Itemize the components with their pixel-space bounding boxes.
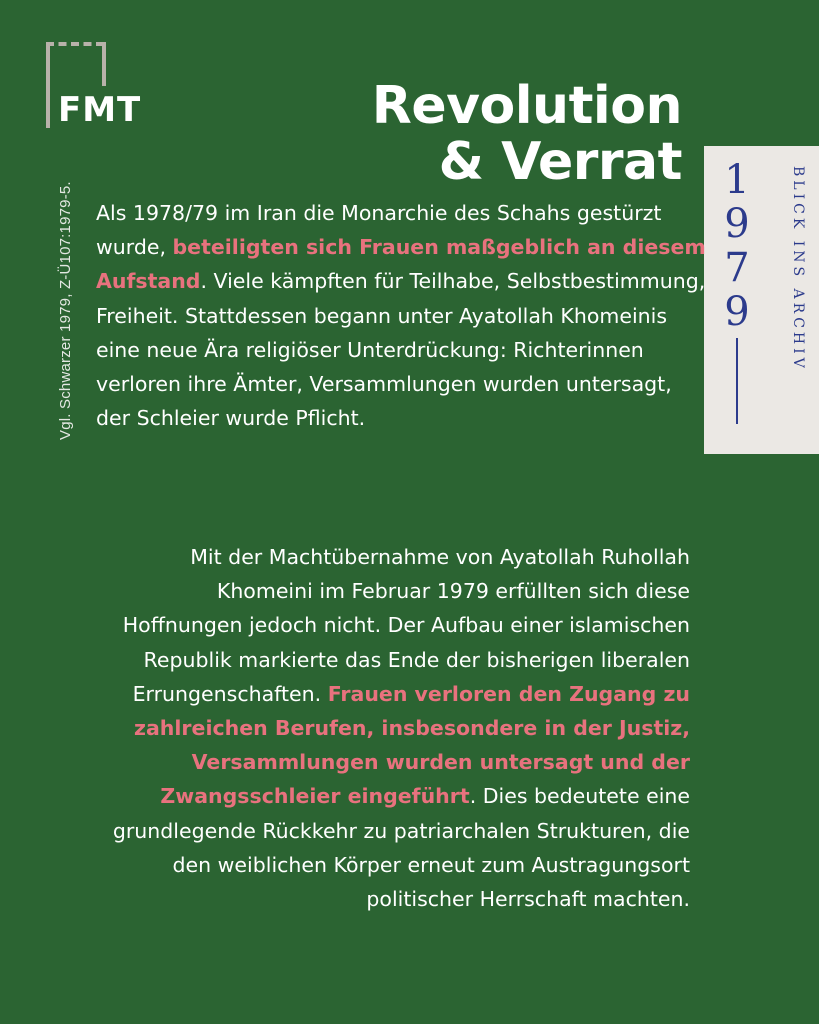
citation-note: Vgl. Schwarzer 1979, Z-Ü107:1979-5. [57,181,74,440]
paragraph-intro-highlight: beteiligten sich Frauen maßgeblich an diesem Aufstand [96,235,706,294]
archive-card [704,146,819,454]
archive-label: BLICK INS ARCHIV [790,166,806,372]
paragraph-intro [96,196,706,435]
logo-bracket-top [46,42,104,46]
year-digit: 1 [724,157,750,203]
year-divider-line [736,338,738,424]
paragraph-main-text-1: Mit der Machtübernahme von Ayatollah Ruhollah Khomeini im Februar 1979 erfüllten sich diese Hoffnungen jedoch nicht. Der Aufbau einer islamischen Republik markierte das Ende der bisherigen liberalen Errungenschaften. [122,545,690,706]
paragraph-main [110,540,690,916]
paragraph-main-highlight: Frauen verloren den Zugang zu zahlreichen Berufen, insbesondere in der Justiz, Versammlungen wurden untersagt und der Zwangsschleier eingeführt [134,681,690,809]
archive-year [722,158,752,334]
logo-text: FMT [58,90,142,130]
fmt-logo [46,42,142,130]
year-digit: 7 [724,245,750,291]
page-title [372,78,682,190]
year-digit: 9 [724,201,750,247]
paragraph-intro-text-1: Als 1978/79 im Iran die Monarchie des Schahs gestürzt wurde, [96,201,662,260]
title-line-1: Revolution [371,76,682,136]
paragraph-main-text-2: . Dies bedeutete eine grundlegende Rückkehr zu patriarchalen Strukturen, die den weiblichen Körper erneut zum Austragungsort politischer Herrschaft machten. [112,784,690,912]
title-line-2: & Verrat [438,132,682,192]
year-digit: 9 [724,289,750,335]
logo-bracket-left [46,42,50,128]
paragraph-intro-text-2: . Viele kämpften für Teilhabe, Selbstbestimmung, Freiheit. Stattdessen begann unter Ayatollah Khomeinis eine neue Ära religiöser Unterdrückung: Richterinnen verloren ihre Ämter, Versammlungen wurden untersagt, der Schleier wurde Pflicht. [96,269,706,431]
logo-bracket-right [102,42,106,86]
